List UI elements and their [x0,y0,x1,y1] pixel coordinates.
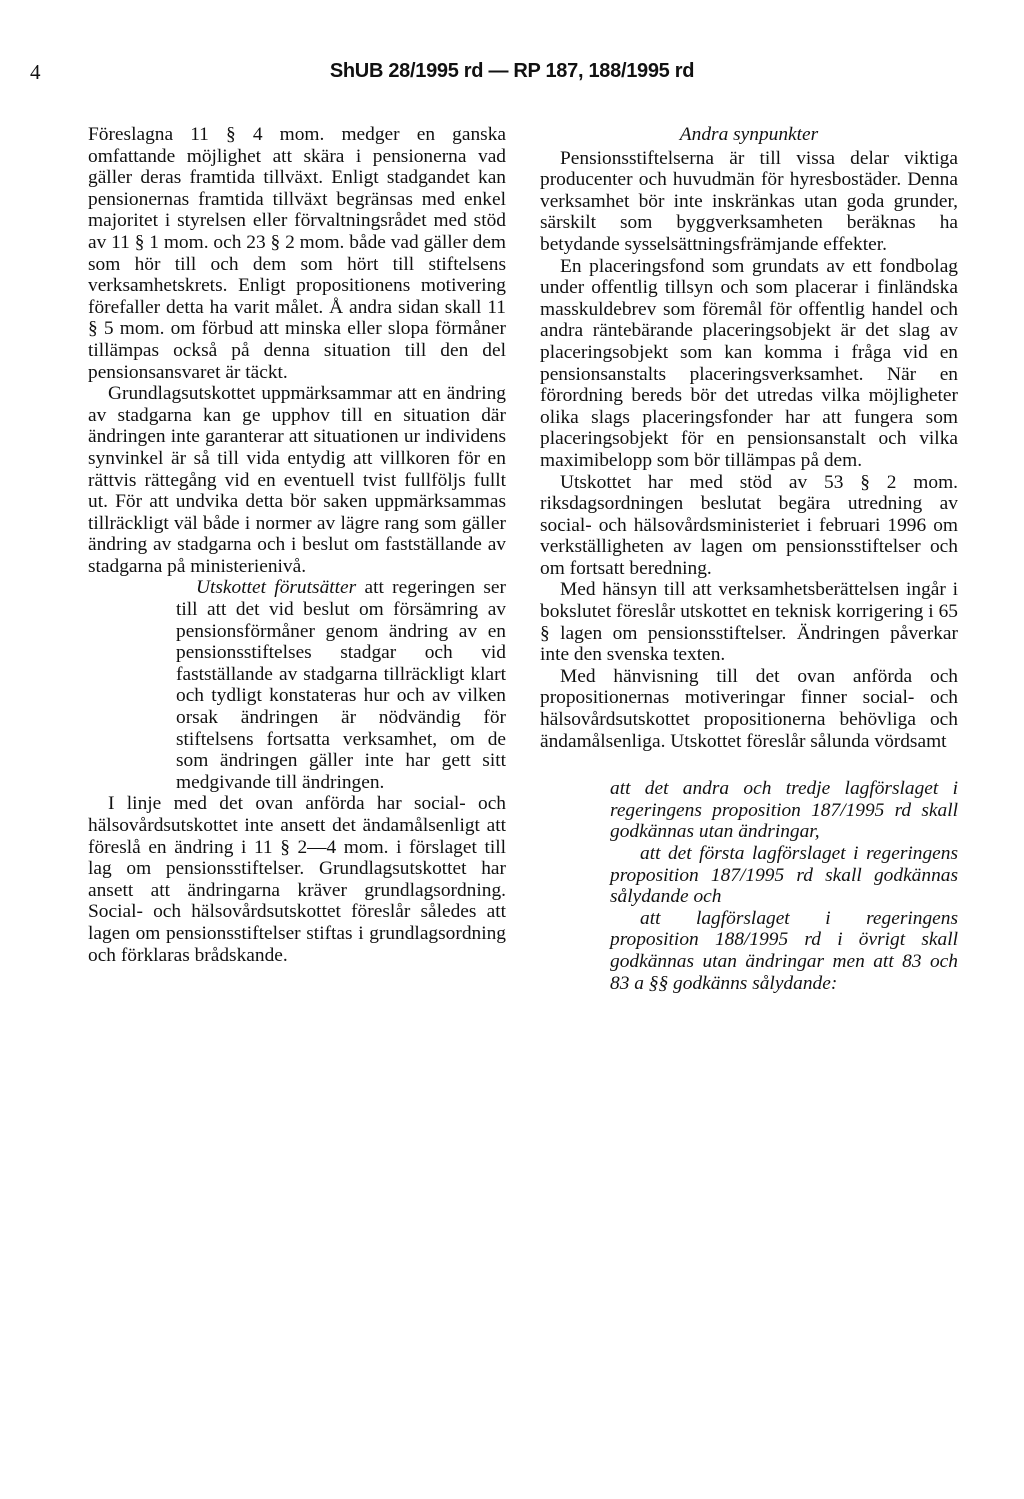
right-column [540,124,958,994]
paragraph-text: att regeringen ser till att det vid beslut om försämring av pensionsförmåner genom ändring av en pensionsstiftelses stadgar och vid fastställande av stadgarna tillräckligt klart och tydligt konstateras hur och av vilken orsak ändringen är nödvändig för stiftelsens fortsatta verksamhet, om de som ändringen gäller inte har gett sitt medgivande till ändringen. [176,577,506,793]
paragraph: Utskottet har med stöd av 53 § 2 mom. riksdagsordningen beslutat begära utredning av social- och hälsovårdsministeriet i februari 1996 om verkställigheten av lagen om pensionsstiftelser och om fortsatt beredning. [540,471,958,579]
motion-item: att lagförslaget i regeringens proposition 188/1995 rd i övrigt skall godkännas utan ändringar men att 83 och 83 a §§ godkänns sålydande: [610,907,958,994]
paragraph: Pensionsstiftelserna är till vissa delar viktiga producenter och huvudmän för hyresbostäder. Denna verksamhet bör inte inskränkas utan goda grunder, särskilt som byggverksamheten beräknas ha betydande sysselsättningsfrämjande effekter. [540,147,958,255]
paragraph: I linje med det ovan anförda har social- och hälsovårdsutskottet inte ansett det ändamålsenligt att föreslå en ändring i 11 § 2—4 mom. i förslaget till lag om pensionsstiftelser. Grundlagsutskottet har ansett att ändringarna kräver grundlagsordning. Social- och hälsovårdsutskottet föreslår således att lagen om pensionsstiftelser stiftas i grundlagsordning och förklaras brådskande. [88,793,506,966]
motion-item: att det första lagförslaget i regeringens proposition 187/1995 rd skall godkännas sålydande och [610,843,958,908]
motion-block [610,778,958,994]
paragraph [176,577,506,793]
paragraph: Med hänsyn till att verksamhetsberättelsen ingår i bokslutet föreslår utskottet en teknisk korrigering i 65 § lagen om pensionsstiftelser. Ändringen påverkar inte den svenska texten. [540,579,958,666]
indented-block [176,577,506,793]
page-header [30,60,994,90]
emphasis: Utskottet förutsätter [196,577,357,599]
paragraph: Föreslagna 11 § 4 mom. medger en ganska omfattande möjlighet att skära i pensionerna vad gäller deras framtida tillväxt. Enligt stadgandet kan pensionernas framtida tillväxt begränsas med enkel majoritet i styrelsen eller förvaltningsrådet med stöd av 11 § 1 mom. och 23 § 2 mom. både vad gäller dem som hör till och dem som hört till stiftelsens verksamhetskrets. Enligt propositionens motivering förefaller detta ha varit målet. Å andra sidan skall 11 § 5 mom. om förbud att minska eller slopa förmåner tillämpas också på denna situation till den del pensionsansvaret är täckt. [88,124,506,383]
section-heading: Andra synpunkter [679,124,819,145]
page-number: 4 [30,60,41,84]
running-head: ShUB 28/1995 rd — RP 187, 188/1995 rd [329,60,695,82]
motion-item: att det andra och tredje lagförslaget i regeringens proposition 187/1995 rd skall godkännas utan ändringar, [610,778,958,843]
paragraph: En placeringsfond som grundats av ett fondbolag under offentlig tillsyn och som placerar i finländska masskuldebrev som föremål för offentlig handel och andra räntebärande placeringsobjekt är det slag av placeringsobjekt som kan komma i fråga vid en pensionsanstalts placeringsverksamhet. När en förordning bereds bör det utredas vilka möjligheter olika slags placeringsfonder har att fungera som placeringsobjekt för en pensionsanstalt och vilka maximibelopp som bör tillämpas på dem. [540,255,958,471]
left-column [88,124,506,966]
paragraph: Med hänvisning till det ovan anförda och propositionernas motiveringar finner social- och hälsovårdsutskottet propositionerna behövliga och ändamålsenliga. Utskottet föreslår sålunda vördsamt [540,665,958,752]
paragraph: Grundlagsutskottet uppmärksammar att en ändring av stadgarna kan ge upphov till en situation där ändringen inte garanterar att situationen ur individens synvinkel är så till vida entydig att villkoren för en rättvis rättegång vid en eventuell tvist fullföljs fullt ut. För att undvika detta bör saken uppmärksammas tillräckligt väl både i normer av lägre rang som gäller ändring av stadgarna och i beslut om fastställande av stadgarna på ministerienivå. [88,383,506,577]
